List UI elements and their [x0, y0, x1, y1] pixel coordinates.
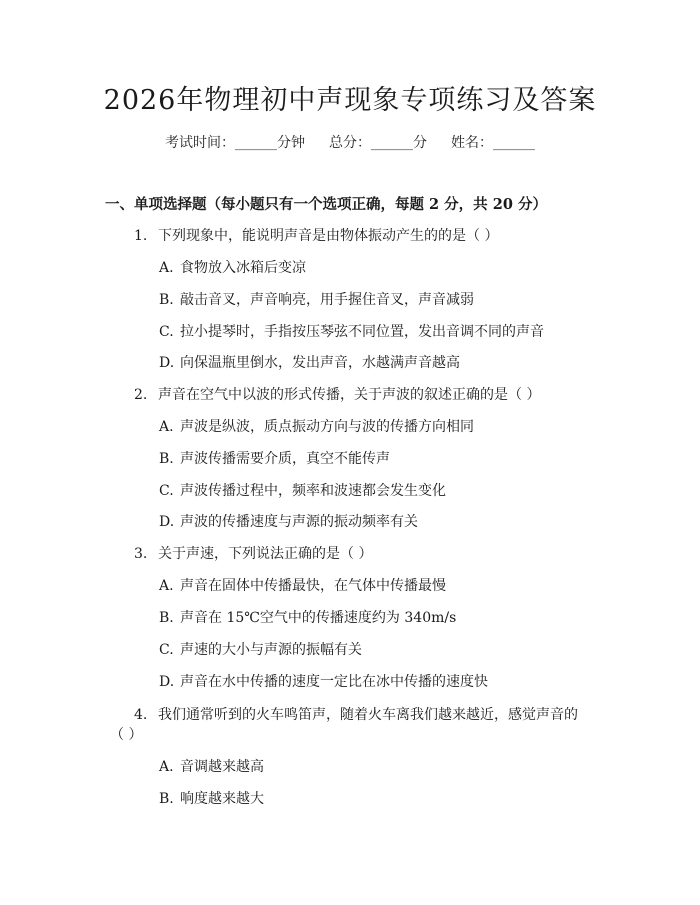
- exam-time: 考试时间：______分钟: [165, 135, 305, 151]
- option-letter: D.: [159, 355, 175, 371]
- option-letter: C.: [159, 642, 174, 658]
- option-text: 声波的传播速度与声源的振动频率有关: [180, 514, 418, 530]
- option-letter: D.: [159, 674, 175, 690]
- option-letter: A.: [159, 578, 174, 594]
- question-4-option-a: [159, 756, 264, 776]
- option-text: 音调越来越高: [180, 759, 264, 775]
- option-text: 声音在固体中传播最快，在气体中传播最慢: [180, 578, 446, 594]
- question-number: 3.: [134, 546, 148, 562]
- option-letter: B.: [159, 791, 174, 807]
- option-letter: A.: [159, 260, 174, 276]
- section-heading-single-choice: 一、单项选择题（每小题只有一个选项正确，每题 2 分，共 20 分）: [105, 196, 547, 213]
- question-number: 1.: [134, 228, 148, 244]
- page-title: 2026年物理初中声现象专项练习及答案: [103, 85, 597, 116]
- question-text: 声音在空气中以波的形式传播，关于声波的叙述正确的是（ ）: [158, 387, 541, 403]
- question-number: 4.: [134, 707, 148, 723]
- question-1-option-d: [159, 352, 460, 372]
- option-text: 敲击音叉，声音响亮，用手握住音叉，声音减弱: [180, 292, 474, 308]
- exam-meta: [0, 132, 700, 152]
- question-1-option-c: [159, 321, 544, 341]
- question-text: 关于声速，下列说法正确的是（ ）: [158, 546, 373, 562]
- option-text: 拉小提琴时，手指按压琴弦不同位置，发出音调不同的声音: [180, 324, 544, 340]
- option-letter: B.: [159, 292, 174, 308]
- question-2-option-c: [159, 480, 446, 500]
- exam-name: 姓名：______: [451, 135, 535, 151]
- question-1: [134, 225, 498, 245]
- question-3-option-d: [159, 671, 488, 691]
- option-text: 声音在 15℃空气中的传播速度约为 340m/s: [180, 610, 457, 626]
- question-3-option-a: [159, 575, 446, 595]
- option-letter: C.: [159, 483, 174, 499]
- question-2-option-d: [159, 511, 418, 531]
- question-3-option-b: [159, 607, 456, 627]
- question-1-option-b: [159, 289, 474, 309]
- option-letter: B.: [159, 451, 174, 467]
- question-1-option-a: [159, 257, 306, 277]
- question-4-option-b: [159, 788, 264, 808]
- option-text: 食物放入冰箱后变凉: [180, 260, 306, 276]
- question-text: 我们通常听到的火车鸣笛声，随着火车离我们越来越近，感觉声音的: [158, 707, 578, 723]
- option-text: 向保温瓶里倒水，发出声音，水越满声音越高: [180, 355, 460, 371]
- option-text: 声波是纵波，质点振动方向与波的传播方向相同: [180, 419, 474, 435]
- question-2: [134, 384, 540, 404]
- option-text: 声音在水中传播的速度一定比在冰中传播的速度快: [180, 674, 488, 690]
- question-4-continuation: （ ）: [110, 727, 143, 743]
- option-letter: A.: [159, 419, 174, 435]
- question-3-option-c: [159, 639, 362, 659]
- option-letter: A.: [159, 759, 174, 775]
- question-text: 下列现象中，能说明声音是由物体振动产生的的是（ ）: [158, 228, 499, 244]
- option-letter: B.: [159, 610, 174, 626]
- question-3: [134, 543, 372, 563]
- question-4: [134, 704, 578, 724]
- question-number: 2.: [134, 387, 148, 403]
- option-text: 响度越来越大: [180, 791, 264, 807]
- option-letter: D.: [159, 514, 175, 530]
- exam-score: 总分：______分: [329, 135, 427, 151]
- option-text: 声波传播过程中，频率和波速都会发生变化: [180, 483, 446, 499]
- option-letter: C.: [159, 324, 174, 340]
- option-text: 声波传播需要介质，真空不能传声: [180, 451, 390, 467]
- question-2-option-a: [159, 416, 474, 436]
- question-2-option-b: [159, 448, 390, 468]
- option-text: 声速的大小与声源的振幅有关: [180, 642, 362, 658]
